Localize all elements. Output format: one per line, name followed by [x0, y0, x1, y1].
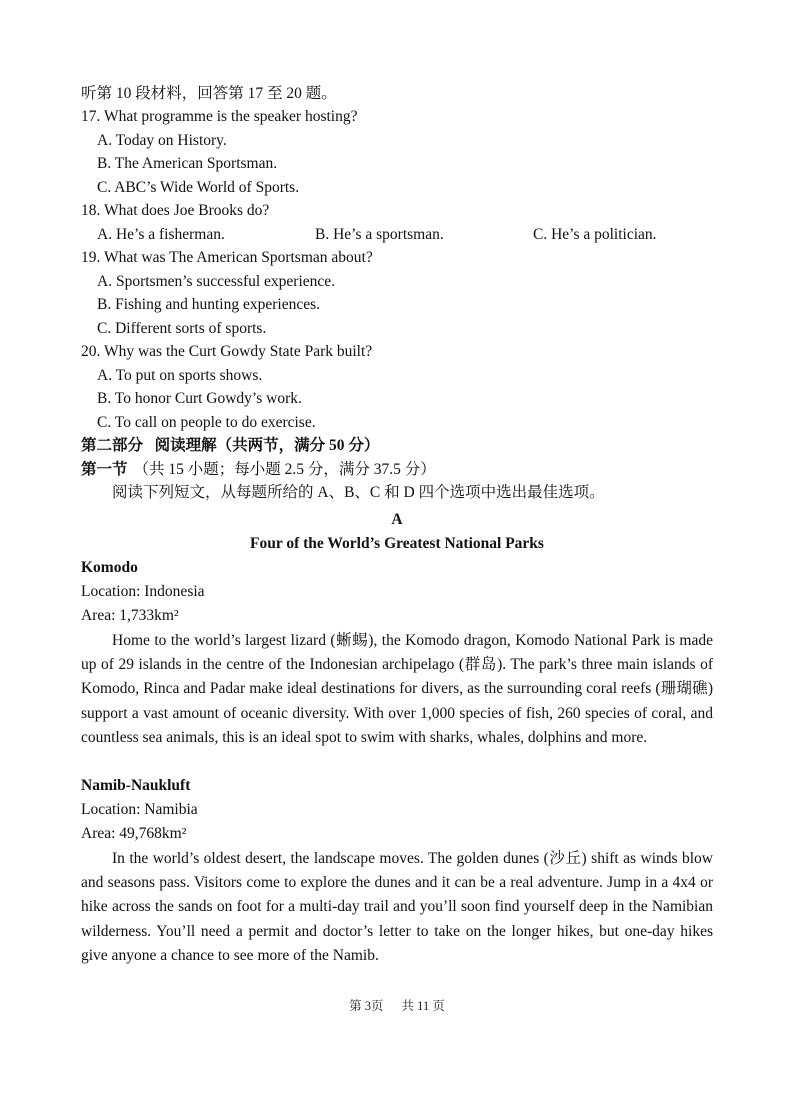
question-19-stem: 19. What was The American Sportsman about?: [81, 249, 373, 266]
page-number: 第 3页: [349, 999, 384, 1013]
park-1-description: Home to the world’s largest lizard (蜥蜴), the Komodo dragon, Komodo National Park is made up of 29 islands in the centre of the Indonesian archipelago (群岛). The park’s three main islands of Komodo, Rinca and Padar make ideal destinations for divers, as the surrounding coral reefs (珊瑚礁) support a vast amount of oceanic diversity. With over 1,000 species of fish, 260 species of coral, and countless sea animals, this is an ideal spot to swim with sharks, whales, dolphins and more.: [81, 632, 713, 746]
question-19-option-c: C. Different sorts of sports.: [97, 320, 267, 337]
passage-title: Four of the World’s Greatest National Parks: [250, 535, 544, 552]
park-1-location: Location: Indonesia: [81, 583, 205, 600]
question-20-stem: 20. Why was the Curt Gowdy State Park built?: [81, 343, 373, 360]
question-20-option-a: A. To put on sports shows.: [97, 367, 263, 384]
question-18-option-a: A. He’s a fisherman.: [97, 226, 225, 243]
question-19-option-a: A. Sportsmen’s successful experience.: [97, 273, 336, 290]
listening-intro: 听第 10 段材料，回答第 17 至 20 题。: [81, 85, 337, 102]
park-2-description: In the world’s oldest desert, the landscape moves. The golden dunes (沙丘) shift as winds blow and seasons pass. Visitors come to explore the dunes and it can be a real adventure. Jump in a 4x4 or hike across the sands on foot for a multi-day trail and you’ll soon find yourself deep in the Namibian wilderness. You’ll need a permit and doctor’s letter to take on the longer hikes, but one-day hikes give anyone a chance to see more of the Namib.: [81, 850, 713, 964]
page-total: 共 11 页: [401, 999, 445, 1013]
question-19-option-b: B. Fishing and hunting experiences.: [97, 296, 320, 313]
question-18-option-b: B. He’s a sportsman.: [315, 226, 444, 243]
question-20-option-b: B. To honor Curt Gowdy’s work.: [97, 390, 302, 407]
section1-heading: [81, 459, 436, 481]
question-17-option-a: A. Today on History.: [97, 132, 227, 149]
question-17-stem: 17. What programme is the speaker hosting?: [81, 108, 358, 125]
park-2-name: Namib-Naukluft: [81, 777, 191, 794]
question-18-stem: 18. What does Joe Brooks do?: [81, 202, 270, 219]
part2-heading: 第二部分 阅读理解（共两节，满分 50 分）: [81, 437, 380, 454]
section1-title: 第一节: [81, 461, 128, 478]
reading-instruction: 阅读下列短文，从每题所给的 A、B、C 和 D 四个选项中选出最佳选项。: [112, 484, 605, 501]
page-footer: [0, 997, 794, 1015]
question-18-option-c: C. He’s a politician.: [533, 226, 657, 243]
question-17-option-b: B. The American Sportsman.: [97, 155, 278, 172]
question-17-option-c: C. ABC’s Wide World of Sports.: [97, 179, 300, 196]
park-2-location: Location: Namibia: [81, 801, 198, 818]
section1-description: （共 15 小题；每小题 2.5 分，满分 37.5 分）: [133, 461, 436, 478]
passage-letter: A: [391, 511, 403, 528]
question-20-option-c: C. To call on people to do exercise.: [97, 414, 316, 431]
park-1-name: Komodo: [81, 559, 138, 576]
park-2-area: Area: 49,768km²: [81, 825, 187, 842]
park-1-area: Area: 1,733km²: [81, 607, 179, 624]
